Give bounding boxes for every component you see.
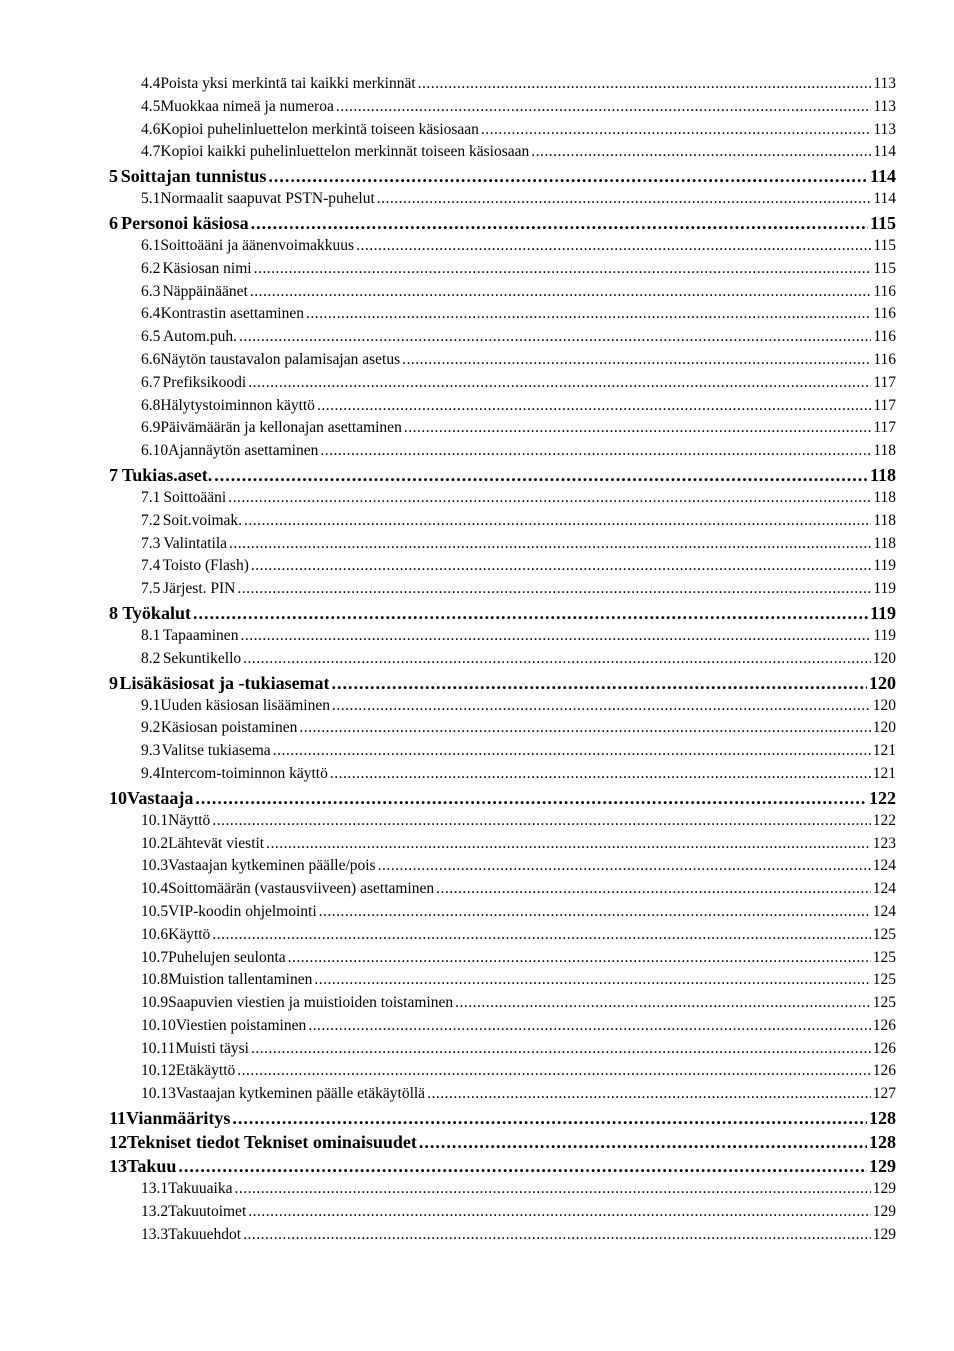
toc-section-entry[interactable]: [0, 1201, 954, 1224]
toc-chapter-entry[interactable]: [0, 671, 954, 695]
toc-entry-page: 123: [872, 834, 896, 852]
toc-entry-title: Muisti täysi: [175, 1039, 249, 1057]
dot-leader: [232, 1106, 867, 1130]
toc-entry-title: Autom.puh.: [162, 328, 238, 346]
toc-entry-title: Toisto (Flash): [162, 557, 249, 575]
toc-entry-page: 126: [872, 1016, 896, 1034]
toc-entry-number: 6.10: [141, 442, 169, 460]
toc-section-entry[interactable]: [0, 833, 954, 856]
toc-entry-page: 124: [872, 902, 896, 920]
toc-entry-title: Tukias.aset.: [121, 464, 213, 485]
toc-entry-page: 117: [873, 373, 896, 391]
dot-leader: [214, 463, 868, 487]
dot-leader: [308, 1015, 871, 1038]
dot-leader: [378, 855, 871, 878]
toc-entry-number: 6.3: [141, 282, 161, 300]
toc-entry-page: 129: [872, 1180, 896, 1198]
toc-entry-title: Lähtevät viestit: [168, 834, 265, 852]
toc-section-entry[interactable]: [0, 487, 954, 510]
toc-entry-number: 4.6: [141, 120, 161, 138]
toc-section-entry[interactable]: [0, 969, 954, 992]
toc-entry-number: 7.2: [141, 511, 161, 529]
dot-leader: [251, 555, 871, 578]
dot-leader: [250, 281, 872, 304]
dot-leader: [240, 625, 871, 648]
toc-section-entry[interactable]: [0, 763, 954, 786]
toc-entry-page: 117: [873, 396, 896, 414]
toc-entry-page: 114: [873, 190, 896, 208]
toc-section-entry[interactable]: [0, 878, 954, 901]
toc-entry-number: 13.3: [141, 1225, 169, 1243]
toc-chapter-entry[interactable]: [0, 164, 954, 188]
toc-entry-title: Ajannäytön asettaminen: [168, 442, 319, 460]
toc-section-entry[interactable]: [0, 1083, 954, 1106]
toc-entry-title: Takuuehdot: [168, 1225, 242, 1243]
toc-entry-page: 129: [869, 1156, 896, 1177]
toc-entry-title: Soittomäärän (vastausviiveen) asettaminen: [168, 880, 435, 898]
toc-chapter-entry[interactable]: [0, 463, 954, 487]
toc-entry-title: Järjest. PIN: [163, 580, 236, 598]
dot-leader: [319, 901, 871, 924]
toc-section-entry[interactable]: [0, 303, 954, 326]
dot-leader: [239, 326, 871, 349]
toc-entry-number: 5.1: [141, 190, 161, 208]
dot-leader: [273, 740, 871, 763]
dot-leader: [243, 648, 871, 671]
dot-leader: [237, 1060, 870, 1083]
toc-entry-title: Puhelujen seulonta: [168, 948, 286, 966]
toc-entry-page: 119: [873, 626, 896, 644]
toc-entry-title: Hälytystoiminnon käyttö: [160, 396, 315, 414]
toc-entry-title: Näppäinäänet: [162, 282, 248, 300]
dot-leader: [193, 601, 868, 625]
toc-entry-title: Kontrastin asettaminen: [160, 305, 304, 323]
toc-entry-number: 4.4: [141, 75, 161, 92]
toc-entry-page: 121: [872, 742, 896, 760]
toc-entry-number: 10.13: [141, 1085, 176, 1103]
toc-entry-number: 6.1: [141, 236, 161, 254]
toc-entry-title: Kopioi puhelinluettelon merkintä toiseen käsiosaan: [160, 120, 479, 138]
toc-entry-page: 125: [872, 948, 896, 966]
dot-leader: [336, 96, 871, 119]
toc-section-entry[interactable]: [0, 625, 954, 648]
toc-entry-number: 10.8: [141, 971, 169, 989]
toc-section-entry[interactable]: [0, 855, 954, 878]
toc-entry-page: 129: [872, 1225, 896, 1243]
toc-section-entry[interactable]: [0, 281, 954, 304]
toc-section-entry[interactable]: [0, 326, 954, 349]
toc-entry-title: Vastaajan kytkeminen päälle/pois: [168, 857, 376, 875]
toc-entry-number: 7.3: [141, 534, 161, 552]
toc-section-entry[interactable]: [0, 1015, 954, 1038]
toc-entry-title: Näyttö: [168, 811, 211, 829]
toc-entry-number: 8.2: [141, 649, 161, 667]
toc-entry-number: 6: [109, 212, 118, 233]
toc-section-entry[interactable]: [0, 1060, 954, 1083]
dot-leader: [212, 924, 870, 947]
toc-entry-title: Tapaaminen: [162, 626, 239, 644]
toc-entry-number: 10.4: [141, 880, 169, 898]
toc-entry-number: 10.11: [141, 1039, 176, 1057]
dot-leader: [248, 1201, 871, 1224]
dot-leader: [427, 1083, 871, 1106]
toc-section-entry[interactable]: [0, 947, 954, 970]
toc-entry-title: Muokkaa nimeä ja numeroa: [160, 97, 334, 115]
toc-entry-page: 125: [872, 971, 896, 989]
toc-section-entry[interactable]: [0, 1224, 954, 1247]
toc-entry-title: Soit.voimak.: [162, 511, 243, 529]
dot-leader: [254, 258, 872, 281]
dot-leader: [402, 349, 871, 372]
toc-chapter-entry[interactable]: [0, 1106, 954, 1130]
dot-leader: [356, 235, 871, 258]
toc-entry-page: 114: [873, 143, 896, 161]
toc-entry-number: 10.5: [141, 902, 169, 920]
toc-section-entry[interactable]: [0, 810, 954, 833]
toc-entry-number: 4.5: [141, 97, 161, 115]
toc-entry-title: Soittoääni: [163, 488, 227, 506]
toc-entry-page: 125: [872, 994, 896, 1012]
toc-entry-title: Takuutoimet: [168, 1202, 247, 1220]
toc-entry-page: 118: [873, 511, 896, 529]
toc-entry-number: 10.9: [141, 994, 169, 1012]
toc-section-entry[interactable]: [0, 395, 954, 418]
toc-section-entry[interactable]: [0, 533, 954, 556]
toc-entry-title: Normaalit saapuvat PSTN-puhelut: [160, 190, 375, 208]
toc-entry-title: Sekuntikello: [162, 649, 242, 667]
toc-entry-page: 118: [873, 442, 896, 460]
dot-leader: [320, 440, 871, 463]
toc-entry-title: Saapuvien viestien ja muistioiden toistaminen: [168, 994, 454, 1012]
toc-section-entry[interactable]: [0, 188, 954, 211]
toc-entry-title: Käsiosan poistaminen: [160, 719, 298, 737]
toc-entry-page: 115: [873, 259, 896, 277]
toc-section-entry[interactable]: [0, 901, 954, 924]
toc-entry-page: 116: [873, 282, 896, 300]
toc-section-entry[interactable]: [0, 1178, 954, 1201]
toc-section-entry[interactable]: [0, 73, 954, 96]
dot-leader: [234, 1178, 870, 1201]
toc-section-entry[interactable]: [0, 510, 954, 533]
toc-section-entry[interactable]: [0, 119, 954, 142]
toc-entry-page: 113: [873, 75, 896, 92]
toc-entry-page: 113: [873, 120, 896, 138]
toc-entry-page: 126: [872, 1039, 896, 1057]
toc-section-entry[interactable]: [0, 141, 954, 164]
toc-entry-page: 118: [873, 534, 896, 552]
dot-leader: [229, 533, 871, 556]
dot-leader: [531, 141, 871, 164]
dot-leader: [195, 786, 867, 810]
toc-entry-page: 114: [869, 166, 896, 187]
dot-leader: [306, 303, 871, 326]
toc-entry-title: VIP-koodin ohjelmointi: [168, 902, 317, 920]
toc-entry-number: 10.6: [141, 925, 169, 943]
toc-entry-number: 9: [109, 672, 118, 693]
toc-entry-page: 120: [869, 672, 896, 693]
table-of-contents: [0, 73, 954, 1246]
toc-entry-page: 120: [872, 649, 896, 667]
dot-leader: [455, 992, 871, 1015]
dot-leader: [404, 417, 871, 440]
toc-section-entry[interactable]: [0, 440, 954, 463]
toc-entry-number: 10.1: [141, 811, 169, 829]
toc-entry-number: 13.2: [141, 1202, 169, 1220]
toc-entry-page: 119: [873, 580, 896, 598]
toc-entry-title: Päivämäärän ja kellonajan asettaminen: [160, 419, 402, 437]
dot-leader: [377, 188, 872, 211]
toc-entry-title: Soittajan tunnistus: [120, 166, 267, 187]
toc-entry-number: 6.8: [141, 396, 161, 414]
toc-entry-number: 6.5: [141, 328, 161, 346]
dot-leader: [248, 372, 871, 395]
dot-leader: [212, 810, 870, 833]
toc-entry-number: 6.9: [141, 419, 161, 437]
dot-leader: [481, 119, 871, 142]
toc-entry-number: 10.2: [141, 834, 169, 852]
toc-entry-title: Takuu: [127, 1156, 177, 1177]
dot-leader: [332, 695, 871, 718]
toc-entry-number: 5: [109, 166, 118, 187]
toc-entry-page: 115: [869, 212, 896, 233]
toc-entry-number: 13: [109, 1156, 127, 1177]
dot-leader: [251, 211, 868, 235]
toc-entry-title: Käsiosan nimi: [162, 259, 252, 277]
toc-entry-page: 116: [873, 350, 896, 368]
toc-entry-number: 9.3: [141, 742, 161, 760]
toc-entry-page: 128: [869, 1108, 896, 1129]
toc-entry-page: 125: [872, 925, 896, 943]
toc-entry-number: 6.4: [141, 305, 161, 323]
toc-section-entry[interactable]: [0, 992, 954, 1015]
toc-chapter-entry[interactable]: [0, 1130, 954, 1154]
toc-entry-title: Vastaajan kytkeminen päälle etäkäytöllä: [175, 1085, 426, 1103]
toc-entry-page: 118: [869, 464, 896, 485]
toc-entry-page: 116: [873, 328, 896, 346]
toc-section-entry[interactable]: [0, 258, 954, 281]
toc-entry-number: 9.1: [141, 696, 161, 714]
toc-entry-title: Takuuaika: [168, 1180, 233, 1198]
toc-entry-page: 122: [869, 787, 896, 808]
dot-leader: [266, 833, 871, 856]
toc-entry-page: 119: [873, 557, 896, 575]
dot-leader: [251, 1038, 871, 1061]
toc-section-entry[interactable]: [0, 235, 954, 258]
toc-section-entry[interactable]: [0, 740, 954, 763]
toc-entry-number: 10: [109, 787, 127, 808]
toc-entry-page: 124: [872, 880, 896, 898]
toc-entry-page: 126: [872, 1062, 896, 1080]
toc-entry-number: 7.1: [141, 488, 161, 506]
toc-entry-number: 7.4: [141, 557, 161, 575]
toc-entry-page: 122: [872, 811, 896, 829]
dot-leader: [268, 164, 868, 188]
dot-leader: [243, 1224, 871, 1247]
toc-entry-title: Muistion tallentaminen: [168, 971, 313, 989]
toc-section-entry[interactable]: [0, 349, 954, 372]
toc-entry-number: 10.10: [141, 1016, 176, 1034]
toc-entry-title: Soittoääni ja äänenvoimakkuus: [160, 236, 355, 254]
toc-entry-number: 10.7: [141, 948, 169, 966]
toc-entry-page: 117: [873, 419, 896, 437]
toc-entry-page: 118: [873, 488, 896, 506]
toc-entry-number: 11: [109, 1108, 127, 1129]
toc-entry-number: 10.3: [141, 857, 169, 875]
toc-entry-page: 127: [872, 1085, 896, 1103]
toc-entry-title: Käyttö: [168, 925, 211, 943]
toc-entry-page: 128: [869, 1132, 896, 1153]
toc-section-entry[interactable]: [0, 555, 954, 578]
toc-section-entry[interactable]: [0, 578, 954, 601]
toc-entry-number: 8.1: [141, 626, 161, 644]
toc-section-entry[interactable]: [0, 372, 954, 395]
toc-entry-number: 6.7: [141, 373, 161, 391]
toc-section-entry[interactable]: [0, 417, 954, 440]
toc-entry-title: Prefiksikoodi: [162, 373, 247, 391]
toc-entry-page: 116: [873, 305, 896, 323]
toc-entry-title: Etäkäyttö: [175, 1062, 236, 1080]
dot-leader: [228, 487, 871, 510]
toc-section-entry[interactable]: [0, 96, 954, 119]
toc-entry-title: Intercom-toiminnon käyttö: [160, 764, 328, 782]
toc-entry-title: Tekniset tiedot Tekniset ominaisuudet: [127, 1132, 417, 1153]
toc-entry-title: Personoi käsiosa: [121, 212, 249, 233]
toc-entry-title: Kopioi kaikki puhelinluettelon merkinnät toiseen käsiosaan: [160, 143, 530, 161]
dot-leader: [299, 717, 870, 740]
toc-entry-title: Näytön taustavalon palamisajan asetus: [160, 350, 401, 368]
dot-leader: [317, 395, 871, 418]
toc-entry-title: Valintatila: [163, 534, 228, 552]
toc-entry-title: Vianmääritys: [126, 1108, 231, 1129]
dot-leader: [237, 578, 871, 601]
toc-entry-number: 6.2: [141, 259, 161, 277]
dot-leader: [419, 1130, 867, 1154]
toc-entry-page: 124: [872, 857, 896, 875]
toc-entry-number: 7: [109, 464, 118, 485]
toc-entry-title: Valitse tukiasema: [161, 742, 271, 760]
toc-entry-page: 115: [873, 236, 896, 254]
toc-entry-number: 8: [109, 602, 118, 623]
toc-entry-page: 120: [872, 696, 896, 714]
toc-entry-number: 12: [109, 1132, 127, 1153]
toc-entry-title: Uuden käsiosan lisääminen: [160, 696, 330, 714]
toc-chapter-entry[interactable]: [0, 601, 954, 625]
toc-entry-title: Poista yksi merkintä tai kaikki merkinnät: [160, 75, 416, 92]
toc-entry-number: 4.7: [141, 143, 161, 161]
toc-section-entry[interactable]: [0, 924, 954, 947]
toc-entry-number: 9.2: [141, 719, 161, 737]
toc-section-entry[interactable]: [0, 648, 954, 671]
toc-entry-title: Työkalut: [122, 602, 191, 623]
dot-leader: [288, 947, 871, 970]
toc-entry-title: Lisäkäsiosat ja -tukiasemat: [119, 672, 330, 693]
toc-section-entry[interactable]: [0, 1038, 954, 1061]
toc-chapter-entry[interactable]: [0, 1154, 954, 1178]
dot-leader: [436, 878, 871, 901]
dot-leader: [244, 510, 871, 533]
toc-entry-title: Viestien poistaminen: [175, 1016, 307, 1034]
dot-leader: [332, 671, 867, 695]
toc-entry-number: 9.4: [141, 764, 161, 782]
toc-chapter-entry[interactable]: [0, 786, 954, 810]
toc-entry-number: 10.12: [141, 1062, 176, 1080]
toc-entry-page: 120: [872, 719, 896, 737]
dot-leader: [314, 969, 870, 992]
dot-leader: [330, 763, 871, 786]
toc-entry-number: 13.1: [141, 1180, 169, 1198]
toc-entry-number: 6.6: [141, 350, 161, 368]
toc-entry-page: 119: [869, 602, 896, 623]
toc-section-entry[interactable]: [0, 717, 954, 740]
toc-entry-page: 113: [873, 97, 896, 115]
toc-entry-page: 129: [872, 1202, 896, 1220]
toc-entry-page: 121: [872, 764, 896, 782]
toc-entry-title: Vastaaja: [127, 787, 194, 808]
toc-chapter-entry[interactable]: [0, 211, 954, 235]
toc-entry-number: 7.5: [141, 580, 161, 598]
dot-leader: [418, 73, 872, 96]
toc-section-entry[interactable]: [0, 695, 954, 718]
dot-leader: [178, 1154, 867, 1178]
